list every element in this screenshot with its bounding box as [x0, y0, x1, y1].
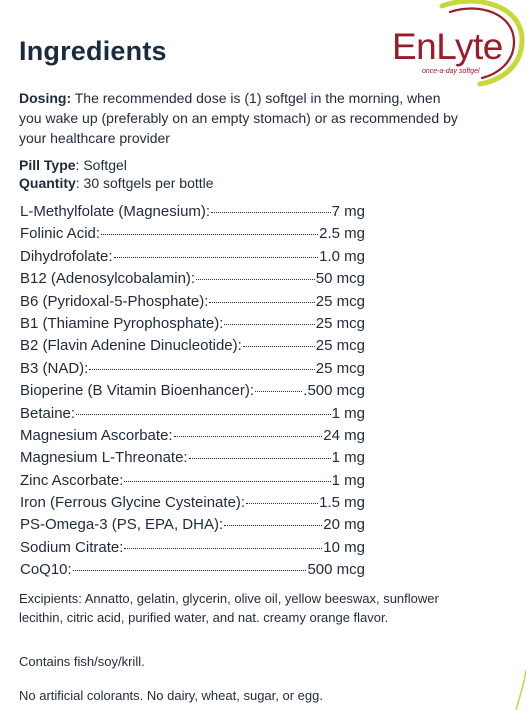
- ingredient-amount: 25 mcg: [315, 337, 365, 355]
- dot-leader: [76, 414, 331, 415]
- ingredient-name: Iron (Ferrous Glycine Cysteinate):: [20, 494, 246, 512]
- dot-leader: [189, 458, 331, 459]
- ingredient-amount: .500 mcg: [303, 382, 365, 400]
- dot-leader: [224, 525, 322, 526]
- logo-wordmark: EnLyte: [392, 26, 503, 67]
- ingredient-amount: 1 mg: [331, 471, 365, 489]
- ingredient-name: PS-Omega-3 (PS, EPA, DHA):: [20, 516, 224, 534]
- ingredient-name: Folinic Acid:: [20, 225, 101, 243]
- ingredient-name: Sodium Citrate:: [20, 538, 124, 556]
- quantity-value: : 30 softgels per bottle: [75, 175, 214, 191]
- quantity-line: [19, 174, 214, 192]
- ingredient-name: B3 (NAD):: [20, 359, 89, 377]
- pill-type-line: [19, 156, 127, 174]
- dot-leader: [101, 234, 318, 235]
- ingredient-row: [20, 427, 365, 449]
- dot-leader: [255, 391, 302, 392]
- dot-leader: [124, 481, 330, 482]
- ingredient-amount: 1 mg: [331, 449, 365, 467]
- pill-type-label: Pill Type: [19, 157, 76, 173]
- ingredient-name: B2 (Flavin Adenine Dinucleotide):: [20, 337, 242, 355]
- ingredient-amount: 50 mcg: [315, 270, 365, 288]
- dosing-paragraph: [19, 88, 459, 148]
- dosing-label: Dosing:: [19, 90, 72, 106]
- ingredient-name: Dihydrofolate:: [20, 247, 113, 265]
- ingredient-row: [20, 494, 365, 516]
- dot-leader: [209, 302, 314, 303]
- logo-tagline: once-a-day softgel: [422, 68, 480, 75]
- ingredient-amount: 1.0 mg: [319, 247, 365, 265]
- excipients-text: Excipients: Annatto, gelatin, glycerin, olive oil, yellow beeswax, sunflower lecithin, citric acid, purified water, and nat. creamy orange flavor.: [19, 591, 439, 625]
- dot-leader: [211, 212, 331, 213]
- ingredient-row: [20, 360, 365, 382]
- dot-leader: [224, 324, 314, 325]
- ingredient-name: Magnesium Ascorbate:: [20, 426, 173, 444]
- ingredient-name: Bioperine (B Vitamin Bioenhancer):: [20, 382, 255, 400]
- quantity-label: Quantity: [19, 175, 76, 191]
- ingredient-amount: 25 mcg: [315, 314, 365, 332]
- ingredient-name: L-Methylfolate (Magnesium):: [20, 203, 211, 220]
- ingredient-row: [20, 337, 365, 359]
- ingredient-name: B1 (Thiamine Pyrophosphate):: [20, 314, 224, 332]
- ingredient-row: [20, 516, 365, 538]
- dot-leader: [246, 503, 318, 504]
- ingredient-row: [20, 270, 365, 292]
- ingredient-row: [20, 472, 365, 494]
- ingredient-name: B12 (Adenosylcobalamin):: [20, 270, 196, 288]
- ingredient-name: Zinc Ascorbate:: [20, 471, 124, 489]
- ingredient-row: [20, 405, 365, 427]
- ingredient-row: [20, 203, 365, 225]
- corner-accent-line: [514, 670, 526, 710]
- dot-leader: [196, 279, 315, 280]
- ingredient-row: [20, 539, 365, 561]
- ingredient-row: [20, 315, 365, 337]
- dot-leader: [243, 346, 315, 347]
- pill-type-value: : Softgel: [75, 157, 127, 173]
- ingredient-row: [20, 561, 365, 583]
- dot-leader: [89, 369, 314, 370]
- ingredient-name: Magnesium L-Threonate:: [20, 449, 188, 467]
- dot-leader: [114, 257, 319, 258]
- ingredient-name: B6 (Pyridoxal-5-Phosphate):: [20, 292, 209, 310]
- ingredient-list: [20, 203, 365, 584]
- dosing-text: The recommended dose is (1) softgel in the morning, when you wake up (preferably on an empty stomach) or as recommended by your healthcare provider: [19, 90, 458, 146]
- ingredient-amount: 1.5 mg: [319, 494, 365, 512]
- ingredient-row: [20, 449, 365, 471]
- dot-leader: [124, 548, 322, 549]
- ingredient-row: [20, 248, 365, 270]
- ingredient-amount: 25 mcg: [315, 359, 365, 377]
- ingredient-amount: 7 mg: [331, 203, 365, 220]
- ingredient-amount: 500 mcg: [307, 561, 365, 579]
- enlyte-logo: [384, 0, 526, 100]
- ingredient-amount: 2.5 mg: [319, 225, 365, 243]
- allergen-text: Contains fish/soy/krill.: [19, 654, 145, 669]
- ingredient-amount: 10 mg: [323, 538, 365, 556]
- ingredient-amount: 24 mg: [323, 426, 365, 444]
- ingredient-amount: 20 mg: [323, 516, 365, 534]
- ingredient-name: CoQ10:: [20, 561, 72, 579]
- ingredient-amount: 1 mg: [331, 404, 365, 422]
- disclaimer-text: No artificial colorants. No dairy, wheat, sugar, or egg.: [19, 688, 323, 703]
- dot-leader: [73, 570, 307, 571]
- ingredient-row: [20, 382, 365, 404]
- ingredient-row: [20, 225, 365, 247]
- ingredient-name: Betaine:: [20, 404, 76, 422]
- ingredient-amount: 25 mcg: [315, 292, 365, 310]
- page-title: Ingredients: [19, 36, 167, 66]
- dot-leader: [174, 436, 323, 437]
- ingredient-row: [20, 293, 365, 315]
